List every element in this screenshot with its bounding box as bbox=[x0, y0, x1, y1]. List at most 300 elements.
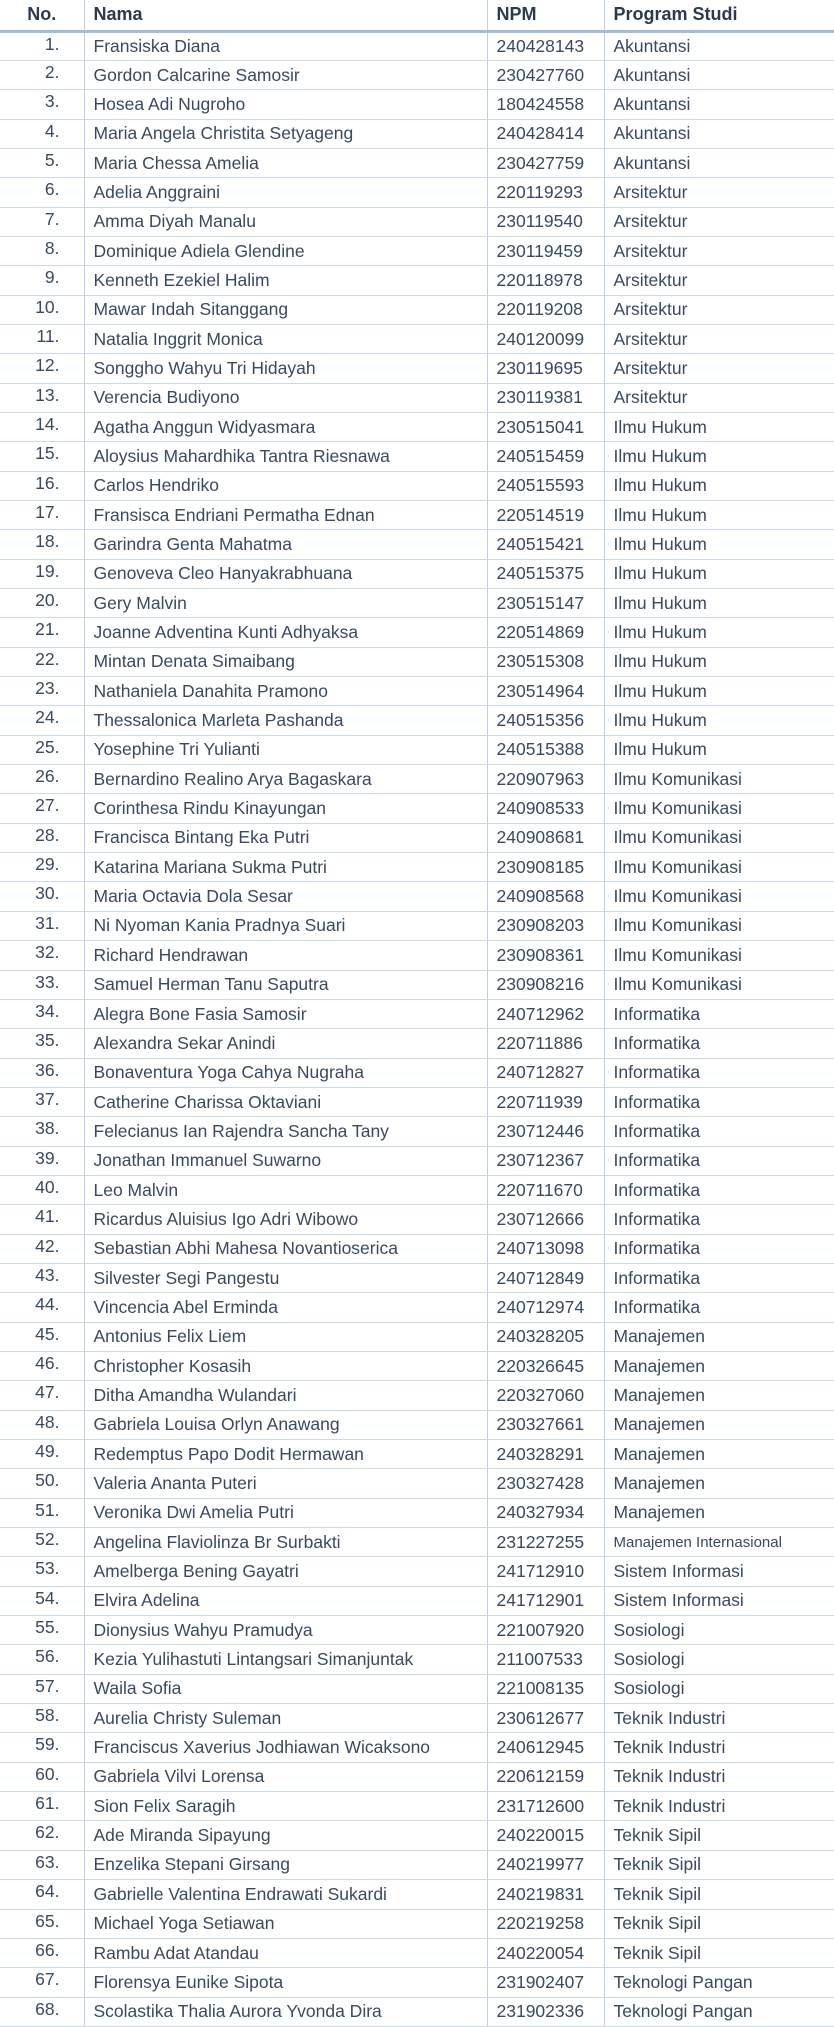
table-row bbox=[0, 735, 834, 764]
cell-npm: 240220054 bbox=[487, 1938, 604, 1967]
cell-npm: 230515147 bbox=[487, 589, 604, 618]
cell-no: 46. bbox=[0, 1351, 84, 1380]
cell-npm: 240220015 bbox=[487, 1821, 604, 1850]
table-row bbox=[0, 1997, 834, 2026]
table-row bbox=[0, 354, 834, 383]
cell-npm: 230515041 bbox=[487, 412, 604, 441]
cell-no: 62. bbox=[0, 1821, 84, 1850]
cell-name: Christopher Kosasih bbox=[84, 1351, 487, 1380]
cell-npm: 220711886 bbox=[487, 1029, 604, 1058]
cell-program: Ilmu Komunikasi bbox=[604, 882, 834, 911]
cell-name: Genoveva Cleo Hanyakrabhuana bbox=[84, 559, 487, 588]
cell-no: 2. bbox=[0, 60, 84, 89]
cell-name: Kezia Yulihastuti Lintangsari Simanjuntak bbox=[84, 1645, 487, 1674]
cell-program: Arsitektur bbox=[604, 324, 834, 353]
table-row bbox=[0, 324, 834, 353]
cell-no: 10. bbox=[0, 295, 84, 324]
column-header-no: No. bbox=[0, 0, 84, 31]
cell-program: Informatika bbox=[604, 1058, 834, 1087]
cell-program: Arsitektur bbox=[604, 383, 834, 412]
cell-program: Arsitektur bbox=[604, 178, 834, 207]
cell-no: 17. bbox=[0, 501, 84, 530]
cell-npm: 240908568 bbox=[487, 882, 604, 911]
cell-program: Informatika bbox=[604, 1293, 834, 1322]
cell-npm: 220326645 bbox=[487, 1351, 604, 1380]
table-row bbox=[0, 412, 834, 441]
table-row bbox=[0, 1616, 834, 1645]
cell-name: Silvester Segi Pangestu bbox=[84, 1263, 487, 1292]
cell-no: 23. bbox=[0, 677, 84, 706]
cell-npm: 240328205 bbox=[487, 1322, 604, 1351]
cell-npm: 241712910 bbox=[487, 1557, 604, 1586]
cell-no: 53. bbox=[0, 1557, 84, 1586]
cell-program: Manajemen bbox=[604, 1469, 834, 1498]
cell-name: Gabriela Louisa Orlyn Anawang bbox=[84, 1410, 487, 1439]
cell-program: Ilmu Hukum bbox=[604, 589, 834, 618]
cell-name: Gery Malvin bbox=[84, 589, 487, 618]
cell-name: Corinthesa Rindu Kinayungan bbox=[84, 794, 487, 823]
cell-no: 51. bbox=[0, 1498, 84, 1527]
cell-npm: 240515375 bbox=[487, 559, 604, 588]
cell-npm: 240120099 bbox=[487, 324, 604, 353]
cell-program: Ilmu Hukum bbox=[604, 471, 834, 500]
cell-program: Akuntansi bbox=[604, 90, 834, 119]
cell-program: Akuntansi bbox=[604, 148, 834, 177]
table-row bbox=[0, 1410, 834, 1439]
cell-program: Arsitektur bbox=[604, 266, 834, 295]
table-row bbox=[0, 882, 834, 911]
cell-no: 20. bbox=[0, 589, 84, 618]
cell-program: Manajemen bbox=[604, 1351, 834, 1380]
cell-program: Sosiologi bbox=[604, 1674, 834, 1703]
table-row bbox=[0, 1351, 834, 1380]
cell-npm: 240428414 bbox=[487, 119, 604, 148]
cell-npm: 230908216 bbox=[487, 970, 604, 999]
cell-no: 66. bbox=[0, 1938, 84, 1967]
cell-no: 24. bbox=[0, 706, 84, 735]
cell-name: Joanne Adventina Kunti Adhyaksa bbox=[84, 618, 487, 647]
cell-name: Natalia Inggrit Monica bbox=[84, 324, 487, 353]
cell-name: Fransisca Endriani Permatha Ednan bbox=[84, 501, 487, 530]
cell-npm: 231227255 bbox=[487, 1528, 604, 1557]
table-row bbox=[0, 148, 834, 177]
cell-no: 5. bbox=[0, 148, 84, 177]
cell-npm: 240712849 bbox=[487, 1263, 604, 1292]
cell-no: 34. bbox=[0, 999, 84, 1028]
cell-program: Ilmu Komunikasi bbox=[604, 911, 834, 940]
table-row bbox=[0, 383, 834, 412]
cell-npm: 240515388 bbox=[487, 735, 604, 764]
cell-no: 1. bbox=[0, 31, 84, 60]
table-row bbox=[0, 119, 834, 148]
cell-program: Ilmu Komunikasi bbox=[604, 765, 834, 794]
cell-no: 14. bbox=[0, 412, 84, 441]
cell-program: Teknologi Pangan bbox=[604, 1968, 834, 1997]
cell-npm: 231902336 bbox=[487, 1997, 604, 2026]
cell-npm: 220327060 bbox=[487, 1381, 604, 1410]
cell-name: Fransiska Diana bbox=[84, 31, 487, 60]
cell-name: Francisca Bintang Eka Putri bbox=[84, 823, 487, 852]
cell-name: Bonaventura Yoga Cahya Nugraha bbox=[84, 1058, 487, 1087]
cell-program: Ilmu Hukum bbox=[604, 677, 834, 706]
cell-no: 52. bbox=[0, 1528, 84, 1557]
cell-no: 9. bbox=[0, 266, 84, 295]
table-row bbox=[0, 1234, 834, 1263]
cell-npm: 230119695 bbox=[487, 354, 604, 383]
table-row bbox=[0, 266, 834, 295]
table-row bbox=[0, 501, 834, 530]
table-row bbox=[0, 823, 834, 852]
table-row bbox=[0, 178, 834, 207]
cell-name: Agatha Anggun Widyasmara bbox=[84, 412, 487, 441]
cell-program: Teknik Industri bbox=[604, 1762, 834, 1791]
cell-no: 7. bbox=[0, 207, 84, 236]
cell-no: 40. bbox=[0, 1175, 84, 1204]
cell-npm: 230427759 bbox=[487, 148, 604, 177]
cell-no: 13. bbox=[0, 383, 84, 412]
cell-no: 61. bbox=[0, 1792, 84, 1821]
cell-name: Yosephine Tri Yulianti bbox=[84, 735, 487, 764]
cell-npm: 180424558 bbox=[487, 90, 604, 119]
cell-npm: 240428143 bbox=[487, 31, 604, 60]
cell-npm: 231902407 bbox=[487, 1968, 604, 1997]
cell-npm: 240515593 bbox=[487, 471, 604, 500]
cell-npm: 240328291 bbox=[487, 1440, 604, 1469]
cell-npm: 241712901 bbox=[487, 1586, 604, 1615]
cell-name: Samuel Herman Tanu Saputra bbox=[84, 970, 487, 999]
table-row bbox=[0, 1704, 834, 1733]
table-row bbox=[0, 1293, 834, 1322]
cell-no: 31. bbox=[0, 911, 84, 940]
cell-name: Catherine Charissa Oktaviani bbox=[84, 1087, 487, 1116]
table-row bbox=[0, 31, 834, 60]
cell-npm: 240515421 bbox=[487, 530, 604, 559]
cell-name: Dionysius Wahyu Pramudya bbox=[84, 1616, 487, 1645]
cell-no: 58. bbox=[0, 1704, 84, 1733]
cell-npm: 240612945 bbox=[487, 1733, 604, 1762]
cell-name: Florensya Eunike Sipota bbox=[84, 1968, 487, 1997]
cell-no: 41. bbox=[0, 1205, 84, 1234]
cell-program: Teknik Sipil bbox=[604, 1938, 834, 1967]
table-row bbox=[0, 236, 834, 265]
cell-npm: 231712600 bbox=[487, 1792, 604, 1821]
cell-no: 48. bbox=[0, 1410, 84, 1439]
cell-name: Elvira Adelina bbox=[84, 1586, 487, 1615]
cell-program: Sistem Informasi bbox=[604, 1557, 834, 1586]
cell-program: Ilmu Hukum bbox=[604, 706, 834, 735]
cell-program: Akuntansi bbox=[604, 60, 834, 89]
cell-npm: 220219258 bbox=[487, 1909, 604, 1938]
cell-program: Sosiologi bbox=[604, 1645, 834, 1674]
cell-name: Kenneth Ezekiel Halim bbox=[84, 266, 487, 295]
cell-no: 55. bbox=[0, 1616, 84, 1645]
cell-program: Teknik Industri bbox=[604, 1733, 834, 1762]
table-row bbox=[0, 60, 834, 89]
cell-name: Sion Felix Saragih bbox=[84, 1792, 487, 1821]
cell-npm: 230427760 bbox=[487, 60, 604, 89]
cell-npm: 240219831 bbox=[487, 1880, 604, 1909]
cell-no: 37. bbox=[0, 1087, 84, 1116]
cell-name: Rambu Adat Atandau bbox=[84, 1938, 487, 1967]
cell-name: Gabriela Vilvi Lorensa bbox=[84, 1762, 487, 1791]
cell-no: 49. bbox=[0, 1440, 84, 1469]
cell-name: Valeria Ananta Puteri bbox=[84, 1469, 487, 1498]
cell-name: Garindra Genta Mahatma bbox=[84, 530, 487, 559]
cell-npm: 240712974 bbox=[487, 1293, 604, 1322]
cell-no: 19. bbox=[0, 559, 84, 588]
cell-program: Informatika bbox=[604, 1087, 834, 1116]
cell-no: 27. bbox=[0, 794, 84, 823]
cell-program: Ilmu Hukum bbox=[604, 530, 834, 559]
table-body bbox=[0, 31, 834, 2026]
table-row bbox=[0, 911, 834, 940]
table-row bbox=[0, 1674, 834, 1703]
cell-no: 21. bbox=[0, 618, 84, 647]
cell-npm: 230327661 bbox=[487, 1410, 604, 1439]
cell-program: Manajemen bbox=[604, 1322, 834, 1351]
cell-no: 28. bbox=[0, 823, 84, 852]
table-row bbox=[0, 853, 834, 882]
cell-no: 45. bbox=[0, 1322, 84, 1351]
cell-name: Maria Chessa Amelia bbox=[84, 148, 487, 177]
cell-no: 32. bbox=[0, 941, 84, 970]
cell-program: Akuntansi bbox=[604, 119, 834, 148]
table-row bbox=[0, 207, 834, 236]
cell-npm: 230612677 bbox=[487, 1704, 604, 1733]
cell-name: Nathaniela Danahita Pramono bbox=[84, 677, 487, 706]
cell-program: Informatika bbox=[604, 1175, 834, 1204]
table-row bbox=[0, 1381, 834, 1410]
cell-npm: 230908361 bbox=[487, 941, 604, 970]
cell-no: 63. bbox=[0, 1850, 84, 1879]
cell-npm: 240908681 bbox=[487, 823, 604, 852]
cell-npm: 230514964 bbox=[487, 677, 604, 706]
cell-no: 22. bbox=[0, 647, 84, 676]
cell-name: Aloysius Mahardhika Tantra Riesnawa bbox=[84, 442, 487, 471]
cell-npm: 230908185 bbox=[487, 853, 604, 882]
cell-npm: 240515459 bbox=[487, 442, 604, 471]
cell-program: Manajemen Internasional bbox=[604, 1528, 834, 1557]
cell-no: 39. bbox=[0, 1146, 84, 1175]
cell-npm: 230712367 bbox=[487, 1146, 604, 1175]
cell-program: Informatika bbox=[604, 1234, 834, 1263]
cell-npm: 230712446 bbox=[487, 1117, 604, 1146]
cell-name: Katarina Mariana Sukma Putri bbox=[84, 853, 487, 882]
cell-name: Hosea Adi Nugroho bbox=[84, 90, 487, 119]
cell-no: 50. bbox=[0, 1469, 84, 1498]
cell-no: 44. bbox=[0, 1293, 84, 1322]
table-row bbox=[0, 1733, 834, 1762]
cell-program: Informatika bbox=[604, 1263, 834, 1292]
cell-name: Michael Yoga Setiawan bbox=[84, 1909, 487, 1938]
cell-name: Alexandra Sekar Anindi bbox=[84, 1029, 487, 1058]
cell-npm: 240908533 bbox=[487, 794, 604, 823]
cell-no: 30. bbox=[0, 882, 84, 911]
cell-program: Ilmu Hukum bbox=[604, 647, 834, 676]
cell-name: Songgho Wahyu Tri Hidayah bbox=[84, 354, 487, 383]
cell-name: Gordon Calcarine Samosir bbox=[84, 60, 487, 89]
table-row bbox=[0, 794, 834, 823]
cell-program: Ilmu Hukum bbox=[604, 442, 834, 471]
table-row bbox=[0, 530, 834, 559]
cell-program: Ilmu Hukum bbox=[604, 559, 834, 588]
cell-name: Adelia Anggraini bbox=[84, 178, 487, 207]
table-row bbox=[0, 1557, 834, 1586]
cell-npm: 220514519 bbox=[487, 501, 604, 530]
cell-program: Arsitektur bbox=[604, 295, 834, 324]
table-row bbox=[0, 765, 834, 794]
cell-npm: 240515356 bbox=[487, 706, 604, 735]
cell-program: Ilmu Komunikasi bbox=[604, 941, 834, 970]
header-row bbox=[0, 0, 834, 31]
table-row bbox=[0, 1821, 834, 1850]
table-row bbox=[0, 1175, 834, 1204]
table-row bbox=[0, 1087, 834, 1116]
cell-no: 68. bbox=[0, 1997, 84, 2026]
table-row bbox=[0, 1058, 834, 1087]
table-row bbox=[0, 1498, 834, 1527]
table-row bbox=[0, 1762, 834, 1791]
cell-no: 65. bbox=[0, 1909, 84, 1938]
column-header-name: Nama bbox=[84, 0, 487, 31]
cell-program: Informatika bbox=[604, 1029, 834, 1058]
cell-program: Akuntansi bbox=[604, 31, 834, 60]
cell-program: Informatika bbox=[604, 1146, 834, 1175]
cell-npm: 230119459 bbox=[487, 236, 604, 265]
cell-name: Waila Sofia bbox=[84, 1674, 487, 1703]
cell-name: Amma Diyah Manalu bbox=[84, 207, 487, 236]
cell-name: Thessalonica Marleta Pashanda bbox=[84, 706, 487, 735]
cell-npm: 230712666 bbox=[487, 1205, 604, 1234]
cell-npm: 230515308 bbox=[487, 647, 604, 676]
cell-npm: 220711670 bbox=[487, 1175, 604, 1204]
cell-program: Ilmu Hukum bbox=[604, 735, 834, 764]
column-header-npm: NPM bbox=[487, 0, 604, 31]
cell-no: 11. bbox=[0, 324, 84, 353]
cell-name: Ricardus Aluisius Igo Adri Wibowo bbox=[84, 1205, 487, 1234]
table-row bbox=[0, 589, 834, 618]
cell-program: Sosiologi bbox=[604, 1616, 834, 1645]
table-row bbox=[0, 90, 834, 119]
cell-program: Arsitektur bbox=[604, 354, 834, 383]
cell-npm: 220119208 bbox=[487, 295, 604, 324]
cell-name: Veronika Dwi Amelia Putri bbox=[84, 1498, 487, 1527]
table-row bbox=[0, 471, 834, 500]
table-row bbox=[0, 1146, 834, 1175]
cell-program: Manajemen bbox=[604, 1381, 834, 1410]
cell-program: Teknik Sipil bbox=[604, 1850, 834, 1879]
cell-npm: 240219977 bbox=[487, 1850, 604, 1879]
table-row bbox=[0, 970, 834, 999]
cell-name: Leo Malvin bbox=[84, 1175, 487, 1204]
cell-npm: 230119381 bbox=[487, 383, 604, 412]
cell-name: Gabrielle Valentina Endrawati Sukardi bbox=[84, 1880, 487, 1909]
table-row bbox=[0, 295, 834, 324]
cell-no: 26. bbox=[0, 765, 84, 794]
cell-no: 35. bbox=[0, 1029, 84, 1058]
cell-no: 43. bbox=[0, 1263, 84, 1292]
cell-name: Ni Nyoman Kania Pradnya Suari bbox=[84, 911, 487, 940]
cell-name: Mawar Indah Sitanggang bbox=[84, 295, 487, 324]
cell-npm: 220907963 bbox=[487, 765, 604, 794]
cell-no: 60. bbox=[0, 1762, 84, 1791]
cell-program: Ilmu Komunikasi bbox=[604, 853, 834, 882]
table-row bbox=[0, 1117, 834, 1146]
cell-program: Ilmu Komunikasi bbox=[604, 823, 834, 852]
cell-no: 6. bbox=[0, 178, 84, 207]
table-row bbox=[0, 1938, 834, 1967]
cell-name: Dominique Adiela Glendine bbox=[84, 236, 487, 265]
cell-npm: 220612159 bbox=[487, 1762, 604, 1791]
table-row bbox=[0, 618, 834, 647]
table-row bbox=[0, 1440, 834, 1469]
table-row bbox=[0, 1205, 834, 1234]
cell-program: Arsitektur bbox=[604, 236, 834, 265]
cell-name: Sebastian Abhi Mahesa Novantioserica bbox=[84, 1234, 487, 1263]
cell-name: Maria Angela Christita Setyageng bbox=[84, 119, 487, 148]
cell-program: Ilmu Hukum bbox=[604, 501, 834, 530]
cell-npm: 220514869 bbox=[487, 618, 604, 647]
cell-no: 25. bbox=[0, 735, 84, 764]
cell-program: Teknik Industri bbox=[604, 1704, 834, 1733]
cell-program: Manajemen bbox=[604, 1498, 834, 1527]
table-row bbox=[0, 1792, 834, 1821]
cell-npm: 240327934 bbox=[487, 1498, 604, 1527]
table-row bbox=[0, 559, 834, 588]
table-row bbox=[0, 999, 834, 1028]
cell-name: Antonius Felix Liem bbox=[84, 1322, 487, 1351]
cell-npm: 220711939 bbox=[487, 1087, 604, 1116]
cell-npm: 221008135 bbox=[487, 1674, 604, 1703]
cell-name: Mintan Denata Simaibang bbox=[84, 647, 487, 676]
cell-name: Maria Octavia Dola Sesar bbox=[84, 882, 487, 911]
cell-npm: 211007533 bbox=[487, 1645, 604, 1674]
cell-npm: 220118978 bbox=[487, 266, 604, 295]
table-row bbox=[0, 1322, 834, 1351]
cell-name: Scolastika Thalia Aurora Yvonda Dira bbox=[84, 1997, 487, 2026]
cell-no: 42. bbox=[0, 1234, 84, 1263]
cell-name: Amelberga Bening Gayatri bbox=[84, 1557, 487, 1586]
cell-no: 64. bbox=[0, 1880, 84, 1909]
column-header-program: Program Studi bbox=[604, 0, 834, 31]
cell-no: 16. bbox=[0, 471, 84, 500]
cell-name: Bernardino Realino Arya Bagaskara bbox=[84, 765, 487, 794]
cell-npm: 240712827 bbox=[487, 1058, 604, 1087]
cell-program: Teknik Sipil bbox=[604, 1821, 834, 1850]
table-row bbox=[0, 1909, 834, 1938]
cell-program: Ilmu Komunikasi bbox=[604, 970, 834, 999]
cell-no: 29. bbox=[0, 853, 84, 882]
table-row bbox=[0, 1029, 834, 1058]
table-row bbox=[0, 1528, 834, 1557]
cell-program: Manajemen bbox=[604, 1410, 834, 1439]
cell-npm: 230327428 bbox=[487, 1469, 604, 1498]
cell-name: Jonathan Immanuel Suwarno bbox=[84, 1146, 487, 1175]
cell-no: 12. bbox=[0, 354, 84, 383]
table-row bbox=[0, 1469, 834, 1498]
cell-program: Teknik Sipil bbox=[604, 1880, 834, 1909]
cell-program: Informatika bbox=[604, 1117, 834, 1146]
cell-no: 3. bbox=[0, 90, 84, 119]
cell-name: Angelina Flaviolinza Br Surbakti bbox=[84, 1528, 487, 1557]
cell-program: Ilmu Komunikasi bbox=[604, 794, 834, 823]
table-row bbox=[0, 1968, 834, 1997]
cell-npm: 230119540 bbox=[487, 207, 604, 236]
cell-name: Felecianus Ian Rajendra Sancha Tany bbox=[84, 1117, 487, 1146]
cell-no: 33. bbox=[0, 970, 84, 999]
cell-no: 18. bbox=[0, 530, 84, 559]
cell-program: Ilmu Hukum bbox=[604, 618, 834, 647]
